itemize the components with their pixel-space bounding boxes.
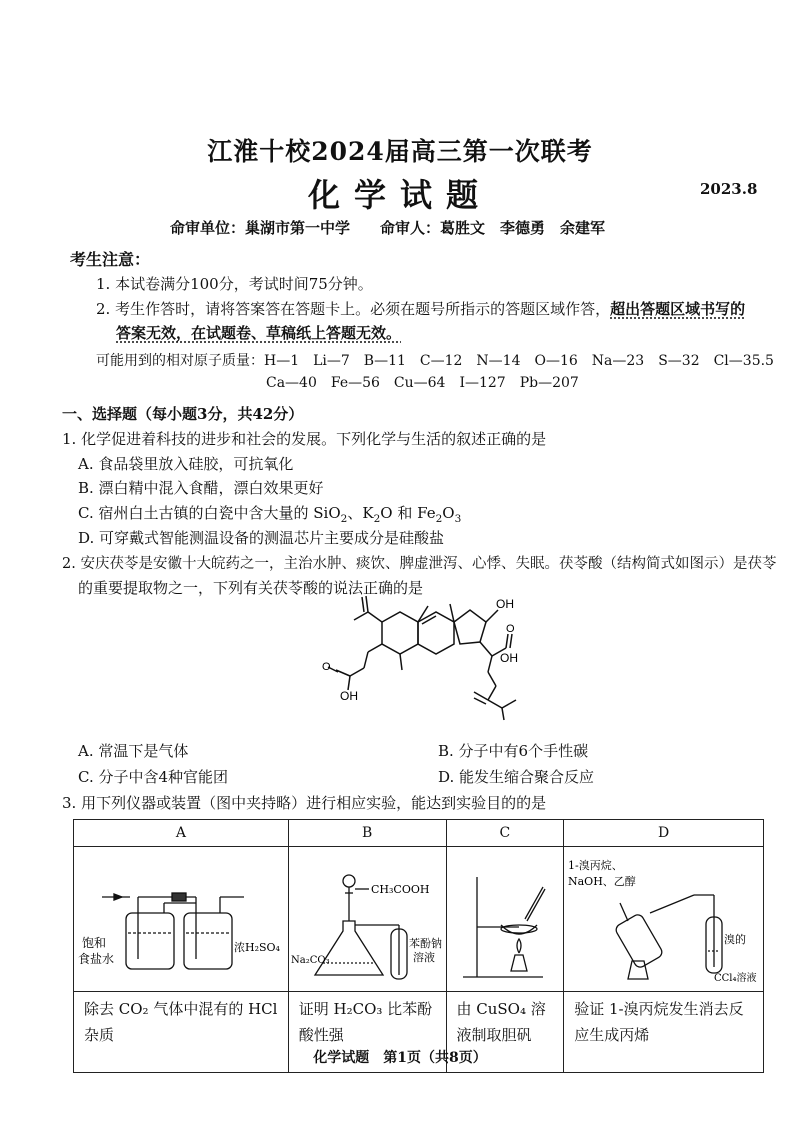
- label-bromopropane-1: 1-溴丙烷、: [568, 859, 623, 872]
- header-a: A: [74, 820, 289, 847]
- poric-acid-structure: [320, 592, 550, 722]
- q3-stem: 3. 用下列仪器或装置（图中夹持略）进行相应实验，能达到实验目的的是: [62, 794, 547, 812]
- notice-item-2-text: 2. 考生作答时，请将答案答在答题卡上。必须在题号所指示的答题区域作答，: [96, 300, 611, 318]
- formula-k2o: K: [362, 504, 374, 522]
- formula-mid: O: [442, 504, 455, 522]
- atomic-masses-values1: H—1 Li—7 B—11 C—12 N—14 O—16 Na—23 S—32 Cl—35.5: [264, 353, 774, 369]
- struct-o2: O: [322, 661, 331, 673]
- label-bromine-1: 溴的: [724, 933, 747, 946]
- subject-title: 化学试题: [307, 176, 492, 214]
- label-saturated-brine-2: 食盐水: [78, 952, 115, 966]
- formula-sub: 2: [435, 513, 443, 525]
- header-d: D: [564, 820, 764, 847]
- header-b: B: [288, 820, 446, 847]
- notice-item-1: 1. 本试卷满分100分，考试时间75分钟。: [96, 275, 373, 293]
- desc-b: 证明 H₂CO₃ 比苯酚酸性强: [288, 992, 446, 1073]
- atomic-masses-line2: Ca—40 Fe—56 Cu—64 I—127 Pb—207: [266, 375, 579, 391]
- q2-stem-line2: 的重要提取物之一，下列有关茯苓酸的说法正确的是: [78, 579, 424, 597]
- label-phenolate-2: 溶液: [412, 951, 435, 964]
- formula-sub: 3: [454, 513, 462, 525]
- apparatus-c: [446, 847, 564, 992]
- struct-cooh-right: OH: [500, 651, 518, 665]
- struct-oh-top: OH: [496, 597, 514, 611]
- formula-fe2o3: Fe: [417, 504, 436, 522]
- notice-item-2: [96, 298, 745, 319]
- label-bromopropane-2: NaOH、乙醇: [568, 875, 637, 888]
- desc-a: 除去 CO₂ 气体中混有的 HCl 杂质: [74, 992, 289, 1073]
- gas-washing-bottles-diagram: [74, 847, 287, 987]
- q2-option-d: D. 能发生缩合聚合反应: [438, 768, 595, 786]
- q1-stem: 1. 化学促进着科技的进步和社会的发展。下列化学与生活的叙述正确的是: [62, 430, 547, 448]
- q1-option-d: D. 可穿戴式智能测温设备的测温芯片主要成分是硅酸盐: [78, 529, 445, 547]
- conjunction: 和: [392, 504, 418, 522]
- q2-stem-line1: 2. 安庆茯苓是安徽十大皖药之一，主治水肿、痰饮、脾虚泄泻、心悸、失眠。茯苓酸（结构简式如图示）是茯苓: [62, 556, 777, 572]
- q2-option-b: B. 分子中有6个手性碳: [438, 742, 589, 760]
- formula-sub: 2: [340, 513, 348, 525]
- q1-option-c: [78, 502, 461, 525]
- q1-option-c-text: C. 宿州白土古镇的白瓷中含大量的: [78, 504, 309, 522]
- apparatus-d: [564, 847, 764, 992]
- struct-o1: O: [506, 623, 515, 635]
- q2-option-c: C. 分子中含4种官能团: [78, 768, 229, 786]
- atomic-masses-label: 可能用到的相对原子质量：: [96, 353, 264, 369]
- apparatus-a: [74, 847, 289, 992]
- committee-line: 命审单位：巢湖市第一中学 命审人：葛胜文 李德勇 余建军: [170, 219, 606, 237]
- exam-title: 江淮十校2024届高三第一次联考: [207, 137, 593, 166]
- notice-item-2-cont: [116, 322, 401, 343]
- q1-option-a: A. 食品袋里放入硅胶，可抗氧化: [78, 455, 294, 473]
- desc-d: 验证 1-溴丙烷发生消去反应生成丙烯: [564, 992, 764, 1073]
- label-bromine-2: CCl₄溶液: [714, 973, 757, 984]
- formula-sio2: SiO: [313, 504, 341, 522]
- q2-option-a: A. 常温下是气体: [78, 742, 189, 760]
- page-footer: 化学试题 第1页（共8页）: [313, 1050, 487, 1066]
- exam-date: 2023.8: [700, 180, 758, 198]
- apparatus-b: [288, 847, 446, 992]
- label-na2co3: Na₂CO₃: [290, 955, 330, 966]
- label-saturated-brine-1: 饱和: [82, 936, 107, 950]
- desc-c: 由 CuSO₄ 溶液制取胆矾: [446, 992, 564, 1073]
- struct-cooh-left: OH: [340, 689, 358, 703]
- atomic-masses-line1: [96, 350, 774, 370]
- label-conc-h2so4: 浓H₂SO₄: [234, 941, 280, 954]
- label-acetic-acid: CH₃COOH: [370, 883, 430, 896]
- separator: 、: [347, 504, 363, 522]
- q1-option-b: B. 漂白精中混入食醋，漂白效果更好: [78, 479, 324, 497]
- notice-heading: 考生注意：: [70, 250, 151, 269]
- formula-sub: 2: [373, 513, 381, 525]
- header-c: C: [446, 820, 564, 847]
- acid-strength-diagram: [289, 847, 445, 987]
- formula-tail: O: [380, 504, 393, 522]
- evaporation-diagram: [447, 847, 563, 987]
- q3-apparatus-table: [73, 819, 764, 1073]
- section-title: 一、选择题（每小题3分，共42分）: [62, 405, 304, 423]
- notice-item-2-emphasis-cont: 答案无效，在试题卷、草稿纸上答题无效。: [116, 324, 402, 342]
- notice-item-2-emphasis: 超出答题区域书写的: [610, 300, 746, 318]
- elimination-diagram: [564, 847, 762, 987]
- label-phenolate-1: 苯酚钠: [408, 937, 442, 950]
